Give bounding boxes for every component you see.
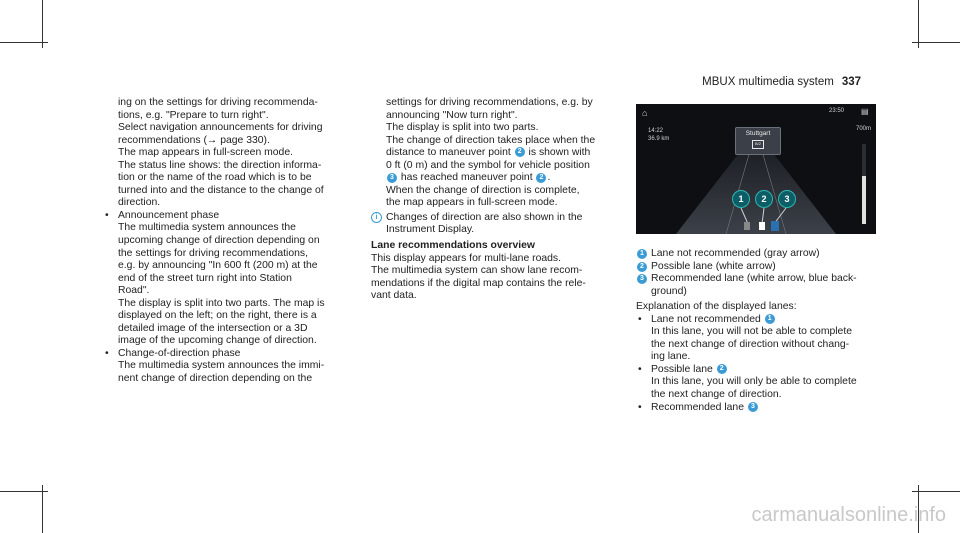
text-line: direction.: [118, 197, 161, 209]
legend-item: [636, 273, 886, 298]
text-line: Changes of direction are also shown in the: [386, 211, 583, 223]
crop-mark: [0, 42, 48, 43]
page-number: 337: [841, 76, 861, 88]
text-line: displayed on the left; on the right, there is a: [118, 310, 317, 322]
left-column: [103, 97, 353, 386]
bullet-item: • Change-of-direction phase: [103, 348, 353, 361]
crop-mark: [42, 0, 43, 48]
lane-arrow-recommended: [771, 221, 779, 231]
text-line: This display appears for multi-lane roads.: [371, 252, 562, 264]
info-note: [371, 212, 621, 237]
text-span: Lane not recommended: [651, 313, 761, 325]
callout-3: 3: [778, 190, 796, 208]
road-surface: [676, 144, 836, 234]
text-line: In this lane, you will only be able to complete: [651, 376, 857, 388]
section-heading: Lane recommendations overview: [371, 240, 535, 252]
crop-mark: [918, 0, 919, 48]
eta-distance: 36.9 km: [648, 136, 670, 142]
text-line: tions, e.g. "Prepare to turn right".: [118, 109, 269, 121]
home-icon: ⌂: [642, 108, 648, 118]
text-line: The multimedia system announces the immi-: [118, 360, 325, 372]
text-line: the map appears in full-screen mode.: [386, 197, 558, 209]
lane-recommendation-screenshot: [636, 104, 876, 234]
text-line: mendations if the digital map contains the rele-: [371, 277, 586, 289]
text-line: Possible lane (white arrow): [651, 260, 776, 272]
eta-time: 14:22: [648, 128, 664, 134]
watermark: carmanualsonline.info: [751, 504, 946, 526]
text-line: The display is split into two parts.: [386, 122, 539, 134]
text-line: 0 ft (0 m) and the symbol for vehicle position: [386, 159, 590, 171]
marker-1: 1: [765, 314, 775, 324]
text-line: upcoming change of direction depending on: [118, 235, 320, 247]
text-span: Recommended lane: [651, 401, 744, 413]
text-line: the next change of direction.: [651, 389, 782, 401]
text-line: The status line shows: the direction informa-: [118, 159, 322, 171]
callout-1: 1: [732, 190, 750, 208]
marker-3: 3: [387, 173, 397, 183]
text-line: Road".: [118, 285, 150, 297]
text-line: the settings for driving recommendations,: [118, 247, 309, 259]
crop-mark: [42, 485, 43, 533]
right-column: [636, 248, 886, 414]
text-line: Explanation of the displayed lanes:: [636, 301, 797, 313]
bullet-item: [636, 364, 886, 377]
page-header: [702, 76, 861, 88]
signpost: [735, 127, 781, 155]
text-line: The multimedia system can show lane recom-: [371, 265, 583, 277]
distance-readout: 700m: [856, 126, 872, 132]
text-line: Recommended lane (white arrow, blue back-: [651, 273, 857, 285]
text-line: ground): [651, 285, 687, 297]
text-line: The change of direction takes place when the: [386, 134, 596, 146]
text-span: Possible lane: [651, 363, 713, 375]
text-line: 3 has reached maneuver point 2 .: [371, 172, 621, 185]
bullet-item: • Announcement phase: [103, 210, 353, 223]
marker-2: 2: [637, 262, 647, 272]
text-line: [371, 147, 621, 160]
text-line: Lane not recommended (gray arrow): [651, 248, 820, 259]
marker-2: 2: [515, 147, 525, 157]
signpost-icon: B/2: [752, 140, 764, 149]
road-illustration: [636, 104, 876, 234]
marker-3: 3: [637, 274, 647, 284]
status-time: 23:50: [829, 108, 845, 114]
text-line: vant data.: [371, 290, 417, 302]
distance-bar-fill: [862, 176, 866, 224]
text-line: image of the upcoming change of direction.: [118, 335, 317, 347]
middle-column: [371, 97, 621, 303]
marker-1: 1: [637, 249, 647, 259]
text-line: tion or the name of the road which is to be: [118, 172, 312, 184]
marker-2: 2: [536, 173, 546, 183]
header-title: MBUX multimedia system: [702, 76, 834, 88]
crop-mark: [912, 491, 960, 492]
text-line: ing lane.: [651, 351, 691, 363]
crop-mark: [912, 42, 960, 43]
text-line: end of the street turn right into Station: [118, 272, 292, 284]
text-line: the next change of direction without chang-: [651, 338, 850, 350]
info-icon: i: [371, 212, 382, 223]
marker-3: 3: [748, 402, 758, 412]
text-line: e.g. by announcing "In 600 ft (200 m) at the: [118, 260, 318, 272]
callout-2: 2: [755, 190, 773, 208]
text-line: settings for driving recommendations, e.g. by: [386, 97, 593, 108]
text-line: When the change of direction is complete,: [386, 184, 580, 196]
marker-2: 2: [717, 364, 727, 374]
text-line: announcing "Now turn right".: [386, 109, 518, 121]
text-line: detailed image of the intersection or a 3D: [118, 322, 308, 334]
text-line: recommendations (→ page 330).: [118, 134, 270, 146]
bullet-item: [636, 402, 886, 415]
text-line: Instrument Display.: [386, 224, 475, 236]
lane-arrow-gray: [744, 222, 750, 230]
text-line: nent change of direction depending on the: [118, 373, 313, 385]
text-span: distance to maneuver point: [386, 147, 511, 159]
message-icon: ▤: [861, 107, 869, 116]
bullet-item: [636, 314, 886, 327]
crop-mark: [0, 491, 48, 492]
legend-item: [636, 248, 886, 261]
text-line: turned into and the distance to the change of: [118, 184, 324, 196]
legend-item: [636, 261, 886, 274]
text-line: The display is split into two parts. The map is: [118, 297, 325, 309]
text-line: The map appears in full-screen mode.: [118, 147, 293, 159]
text-line: The multimedia system announces the: [118, 222, 296, 234]
lane-arrow-white: [759, 222, 765, 230]
signpost-label: Stuttgart: [745, 130, 771, 137]
text-line: Select navigation announcements for driving: [118, 122, 323, 134]
text-line: ing on the settings for driving recommenda-: [118, 97, 318, 108]
text-span: has reached maneuver point: [400, 172, 533, 184]
text-line: In this lane, you will not be able to complete: [651, 326, 853, 338]
text-span: is shown with: [528, 147, 591, 159]
